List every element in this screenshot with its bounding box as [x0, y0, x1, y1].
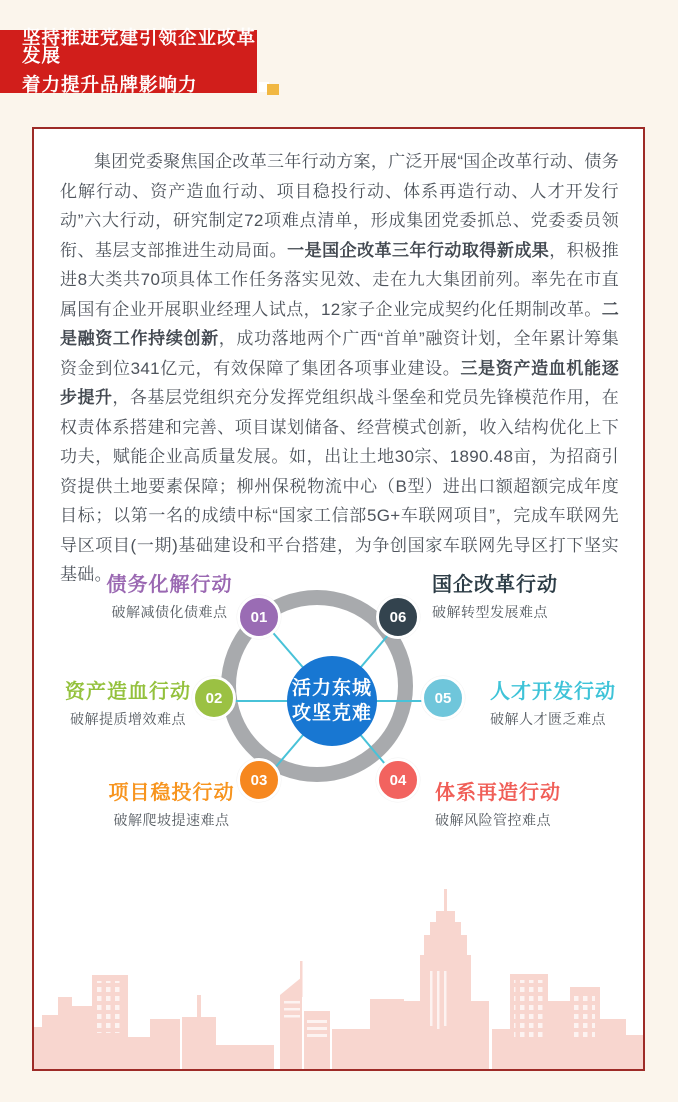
banner-line-2: 着力提升品牌影响力	[22, 73, 198, 95]
city-skyline	[34, 879, 643, 1069]
diagram-label-subtitle: 破解人才匮乏难点	[490, 711, 606, 727]
diagram-label-title: 人才开发行动	[490, 681, 616, 703]
reform-diagram	[34, 556, 643, 901]
diagram-label-06	[432, 574, 622, 622]
banner-line-1: 坚持推进党建引领企业改革发展	[22, 26, 257, 67]
diagram-label-subtitle: 破解减债化债难点	[111, 604, 228, 620]
diagram-label-title: 项目稳投行动	[108, 782, 235, 804]
diagram-node-03: 03	[237, 758, 281, 802]
center-line-1: 活力东城	[291, 678, 372, 699]
diagram-label-01	[82, 574, 257, 622]
diagram-label-subtitle: 破解爬坡提速难点	[113, 812, 230, 828]
article-bold-segment: 三是资产造血机能逐步提升	[60, 358, 619, 407]
diagram-label-02	[44, 681, 212, 729]
diagram-label-04	[435, 782, 615, 830]
diagram-label-03	[84, 782, 259, 830]
diagram-label-title: 资产造血行动	[65, 681, 191, 703]
article-segment: 集团党委聚焦国企改革三年行动方案，广泛开展“国企改革行动、债务化解行动、资产造血行动、项目稳投行动、体系再造行动、人才开发行动”六大行动，研究制定72项难点清单，形成集团党委抓总、党委委员领衔、基层支部推进生动局面。	[60, 152, 619, 260]
article-paragraph	[60, 147, 619, 590]
diagram-center	[287, 656, 377, 746]
diagram-label-05	[490, 681, 640, 729]
diagram-node-02: 02	[192, 676, 236, 720]
diagram-label-subtitle: 破解提质增效难点	[70, 711, 186, 727]
diagram-label-title: 体系再造行动	[435, 782, 561, 804]
article-bold-segment: 二是融资工作持续创新	[60, 299, 619, 348]
diagram-label-title: 债务化解行动	[106, 574, 233, 596]
header-banner	[0, 26, 257, 95]
diagram-label-subtitle: 破解风险管控难点	[435, 812, 551, 828]
center-line-2: 攻坚克难	[291, 703, 372, 724]
article-segment: ，成功落地两个广西“首单”融资计划，全年累计筹集资金到位341亿元，有效保障了集团各项事业建设。	[60, 329, 619, 378]
diagram-node-04: 04	[376, 758, 420, 802]
diagram-label-subtitle: 破解转型发展难点	[432, 604, 548, 620]
diagram-node-01: 01	[237, 595, 281, 639]
article-segment: ，积极推进8大类共70项具体工作任务落实见效、走在九大集团前列。率先在市直属国有企业开展职业经理人试点，12家子企业完成契约化任期制改革。	[60, 240, 620, 319]
article-segment: ，各基层党组织充分发挥党组织战斗堡垒和党员先锋模范作用，在权责体系搭建和完善、项目谋划储备、经营模式创新，收入结构优化上下功夫，赋能企业高质量发展。如，出让土地30宗、1890.48亩，为招商引资提供土地要素保障；柳州保税物流中心（B型）进出口额超额完成年度目标；以第一名的成绩中标“国家工信部5G+车联网项目”，完成车联网先导区项目(一期)基础建设和平台搭建，为争创国家车联网先导区打下坚实基础。	[60, 388, 619, 584]
gold-square-accent	[267, 84, 279, 95]
diagram-label-title: 国企改革行动	[432, 574, 558, 596]
diagram-node-05: 05	[421, 676, 465, 720]
diagram-node-06: 06	[376, 595, 420, 639]
article-bold-segment: 一是国企改革三年行动取得新成果	[287, 240, 550, 260]
content-card	[32, 127, 645, 1071]
